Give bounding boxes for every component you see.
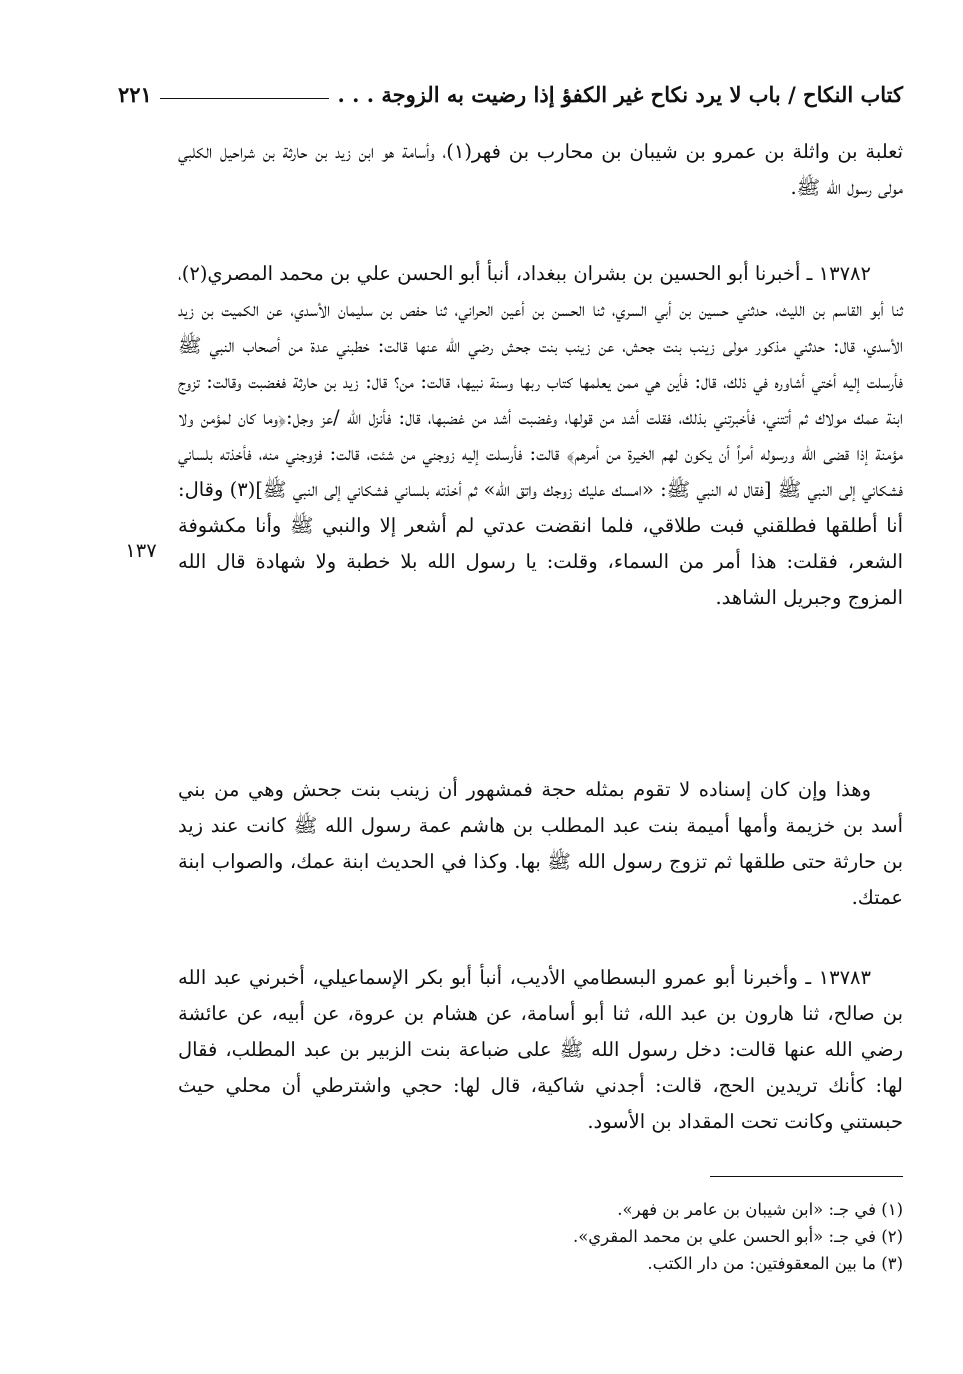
footnote-1: (١) في جـ: «ابن شيبان بن عامر بن فهر». [617,1200,903,1219]
footnotes [178,1196,903,1277]
paragraph-continuation: ثعلبة بن واثلة بن عمرو بن شيبان بن محارب بن فهر(١)، وأسامة هو ابن زيد بن حارثة بن شراحيل الكلبي مولى رسول الله ﷺ. [178,140,903,199]
paragraph-hadith-13783: ١٣٧٨٣ ـ وأخبرنا أبو عمرو البسطامي الأديب، أنبأ أبو بكر الإسماعيلي، أخبرني عبد الله بن صالح، ثنا هارون بن عبد الله، ثنا أبو أسامة، عن هشام بن عروة، عن أبيه، عن عائشة رضي الله عنها قالت: دخل رسول الله ﷺ على ضباعة بنت الزبير بن عبد المطلب، فقال لها: كأنك تريدين الحج، قالت: أجدني شاكية، قال لها: حجي واشترطي أن محلي حيث حبستني وكانت تحت المقداد بن الأسود. [178,966,903,1133]
margin-page-number: ١٣٧ [125,539,157,562]
footnote-2: (٢) في جـ: «أبو الحسن علي بن محمد المقري». [572,1227,903,1246]
paragraph-commentary: وهذا وإن كان إسناده لا تقوم بمثله حجة فمشهور أن زينب بنت جحش وهي من بني أسد بن خزيمة وأمها أميمة بنت عبد المطلب بن هاشم عمة رسول الله ﷺ كانت عند زيد بن حارثة حتى طلقها ثم تزوج رسول الله ﷺ بها. وكذا في الحديث ابنة عمك، والصواب ابنة عمتك. [178,778,903,909]
header-title: كتاب النكاح / باب لا يرد نكاح غير الكفؤ إذا رضيت به الزوجة . . . [337,81,903,107]
page-number: ٢٢١ [118,81,152,107]
running-header [118,74,903,114]
paragraph-hadith-13782: ١٣٧٨٢ ـ أخبرنا أبو الحسين بن بشران ببغداد، أنبأ أبو الحسن علي بن محمد المصري(٢)، ثنا أبو القاسم بن الليث، حدثني حسين بن أبي السري، ثنا الحسن بن أعين الحراني، ثنا حفص بن سليمان الأسدي، عن الكميت بن زيد الأسدي، قال: حدثني مذكور مولى زينب بنت جحش، عن زينب بنت جحش رضي الله عنها قالت: خطبني عدة من أصحاب النبي ﷺ فأرسلت إليه أختي أشاوره في ذلك، قال: فأين هي ممن يعلمها كتاب ربها وسنة نبيها، قالت: من؟ قال: زيد بن حارثة فغضبت وقالت: تزوج ابنة عمك مولاك ثم أتتني، فأخبرتني بذلك، فقلت أشد من قولها، وغضبت أشد من غضبها، قال: فأنزل الله /عز وجل:﴿وما كان لمؤمن ولا مؤمنة إذا قضى الله ورسوله أمراً أن يكون لهم الخيرة من أمرهم﴾ قالت: فأرسلت إليه زوجني من شئت، قالت: فزوجني منه، فأخذته بلساني فشكاني إلى النبي ﷺ [فقال له النبي ﷺ: «امسك عليك زوجك واتق الله» ثم أخذته بلساني فشكاني إلى النبي ﷺ](٣) وقال: أنا أطلقها فطلقني فبت طلاقي، فلما انقضت عدتي لم أشعر إلا والنبي ﷺ وأنا مكشوفة الشعر، فقلت: هذا أمر من السماء، وقلت: يا رسول الله بلا خطبة ولا شهادة قال الله المزوج وجبريل الشاهد. [178,262,903,609]
footnote-3: (٣) ما بين المعقوفتين: من دار الكتب. [647,1254,903,1273]
footnote-separator [710,1176,903,1177]
header-rule [160,98,330,99]
